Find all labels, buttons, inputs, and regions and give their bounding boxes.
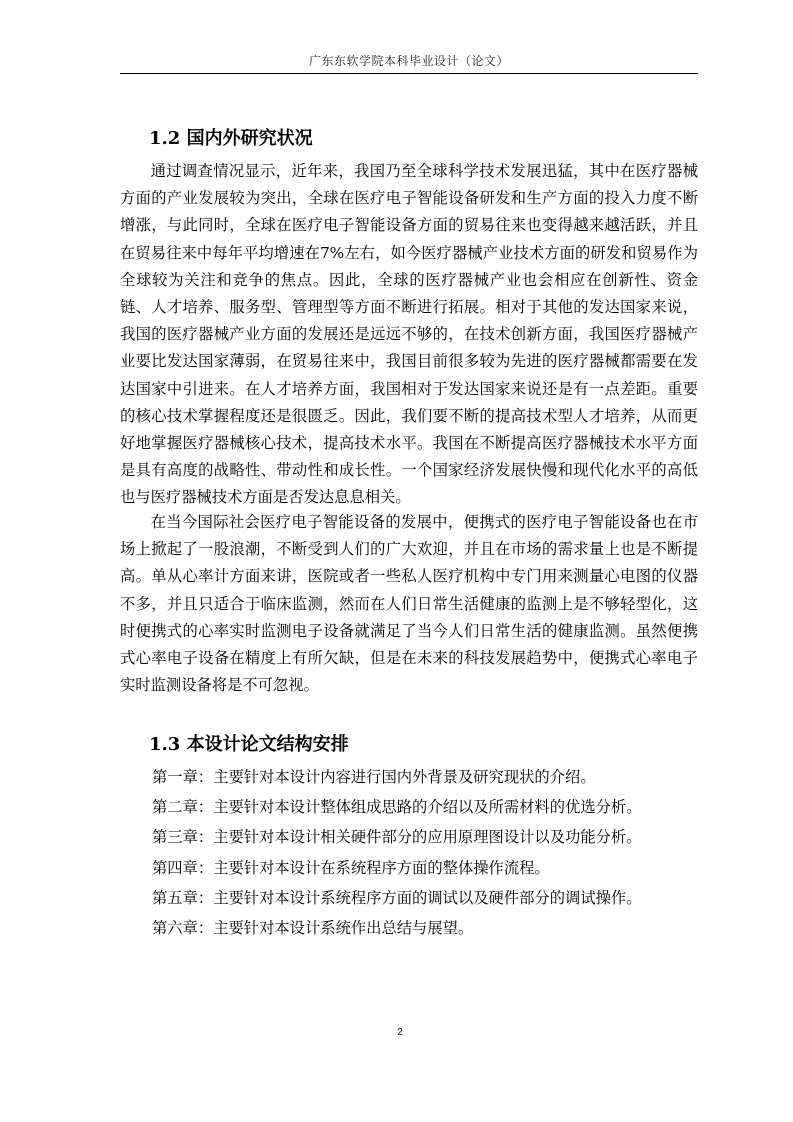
body-paragraph: 在当今国际社会医疗电子智能设备的发展中，便携式的医疗电子智能设备也在市场上掀起了一股浪潮，不断受到人们的广大欢迎，并且在市场的需求量上也是不断提高。单从心率计方面来讲，医院或者一些私人医疗机构中专门用来测量心电图的仪器不多，并且只适合于临床监测，然而在人们日常生活健康的监测上是不够轻型化，这时便携式的心率实时监测电子设备就满足了当今人们日常生活的健康监测。虽然便携式心率电子设备在精度上有所欠缺，但是在未来的科技发展趋势中，便携式心率电子实时监测设备将是不可忽视。 [120, 513, 698, 695]
chapter-outline-item: 第五章：主要针对本设计系统程序方面的调试以及硬件部分的调试操作。 [152, 888, 642, 907]
section-heading-1-2: 1.2 国内外研究状况 [149, 128, 313, 149]
chapter-outline-item: 第二章：主要针对本设计整体组成思路的介绍以及所需材料的优选分析。 [152, 798, 642, 817]
header-rule [120, 73, 698, 74]
chapter-outline-item: 第六章：主要针对本设计系统作出总结与展望。 [152, 919, 474, 938]
running-header: 广东东软学院本科毕业设计（论文） [308, 54, 509, 68]
chapter-outline-item: 第一章：主要针对本设计内容进行国内外背景及研究现状的介绍。 [152, 768, 596, 786]
chapter-outline-list [152, 762, 642, 943]
body-paragraph: 通过调查情况显示，近年来，我国乃至全球科学技术发展迅猛，其中在医疗器械方面的产业发展较为突出，全球在医疗电子智能设备研发和生产方面的投入力度不断增涨，与此同时，全球在医疗电子智能设备方面的贸易往来也变得越来越活跃，并且在贸易往来中每年平均增速在7%左右，如今医疗器械产业技术方面的研发和贸易作为全球较为关注和竞争的焦点。因此，全球的医疗器械产业也会相应在创新性、资金链、人才培养、服务型、管理型等方面不断进行拓展。相对于其他的发达国家来说，我国的医疗器械产业方面的发展还是远远不够的，在技术创新方面，我国医疗器械产业要比发达国家薄弱，在贸易往来中，我国目前很多较为先进的医疗器械都需要在发达国家中引进来。在人才培养方面，我国相对于发达国家来说还是有一点差距。重要的核心技术掌握程度还是很匮乏。因此，我们要不断的提高技术型人才培养，从而更好地掌握医疗器械核心技术，提高技术水平。我国在不断提高医疗器械技术水平方面是具有高度的战略性、带动性和成长性。一个国家经济发展快慢和现代化水平的高低也与医疗器械技术方面是否发达息息相关。 [120, 162, 698, 507]
chapter-outline-item: 第四章：主要针对本设计在系统程序方面的整体操作流程。 [152, 858, 550, 877]
section-heading-1-3: 1.3 本设计论文结构安排 [149, 734, 349, 755]
chapter-outline-item: 第三章：主要针对本设计相关硬件部分的应用原理图设计以及功能分析。 [152, 828, 642, 847]
page-number: 2 [397, 1027, 403, 1038]
